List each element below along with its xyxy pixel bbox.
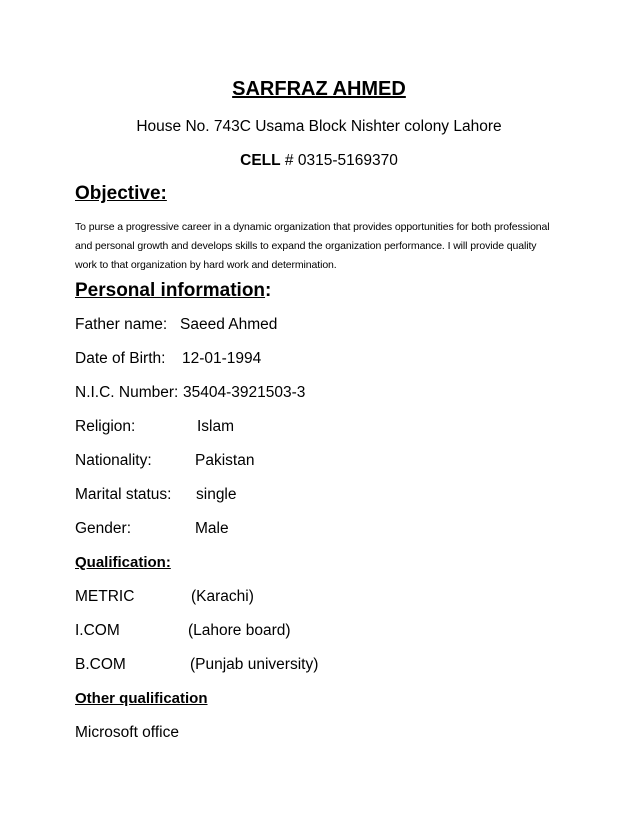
degree: I.COM — [75, 622, 120, 639]
cell-label: CELL — [240, 152, 281, 169]
degree: METRIC — [75, 588, 135, 605]
board: (Karachi) — [191, 588, 254, 605]
personal-row-father-name — [75, 316, 278, 334]
field-value: Pakistan — [195, 452, 255, 469]
personal-info-heading-colon: : — [265, 280, 272, 301]
field-label: Gender: — [75, 520, 132, 537]
field-label: Nationality: — [75, 452, 152, 469]
address: House No. 743C Usama Block Nishter colony Lahore — [136, 118, 502, 135]
other-qualification-item: Microsoft office — [75, 724, 179, 741]
personal-info-heading — [75, 280, 271, 302]
personal-row-gender — [75, 520, 229, 538]
field-value: Male — [195, 520, 229, 537]
personal-row-nationality — [75, 452, 255, 470]
field-label: N.I.C. Number: — [75, 384, 179, 401]
qualification-row-metric — [75, 588, 254, 606]
qualification-row-bcom — [75, 656, 319, 674]
degree: B.COM — [75, 656, 126, 673]
field-label: Date of Birth: — [75, 350, 166, 367]
board: (Punjab university) — [190, 656, 319, 673]
other-qualification-heading: Other qualification — [75, 690, 208, 707]
personal-info-heading-text: Personal information — [75, 280, 266, 301]
cell-phone — [0, 152, 638, 170]
field-label: Marital status: — [75, 486, 172, 503]
field-value: single — [196, 486, 237, 503]
field-value: Saeed Ahmed — [180, 316, 278, 333]
field-value: 35404-3921503-3 — [183, 384, 306, 401]
personal-row-nic-number — [75, 384, 306, 402]
objective-text: To purse a progressive career in a dynamic organization that provides opportunities for both professional and personal growth and develops skills to expand the organization performance. I will provide quality work to that organization by hard work and determination. — [75, 221, 550, 271]
objective-heading: Objective: — [75, 183, 167, 204]
personal-row-religion — [75, 418, 235, 436]
board: (Lahore board) — [188, 622, 291, 639]
personal-row-date-of-birth — [75, 350, 262, 368]
field-value: 12-01-1994 — [182, 350, 262, 367]
cell-value: # 0315-5169370 — [284, 152, 398, 169]
field-label: Religion: — [75, 418, 136, 435]
field-value: Islam — [197, 418, 235, 435]
candidate-name: SARFRAZ AHMED — [232, 78, 406, 100]
personal-row-marital-status — [75, 486, 237, 504]
qualification-heading: Qualification: — [75, 554, 171, 571]
field-label: Father name: — [75, 316, 168, 333]
qualification-row-icom — [75, 622, 291, 640]
